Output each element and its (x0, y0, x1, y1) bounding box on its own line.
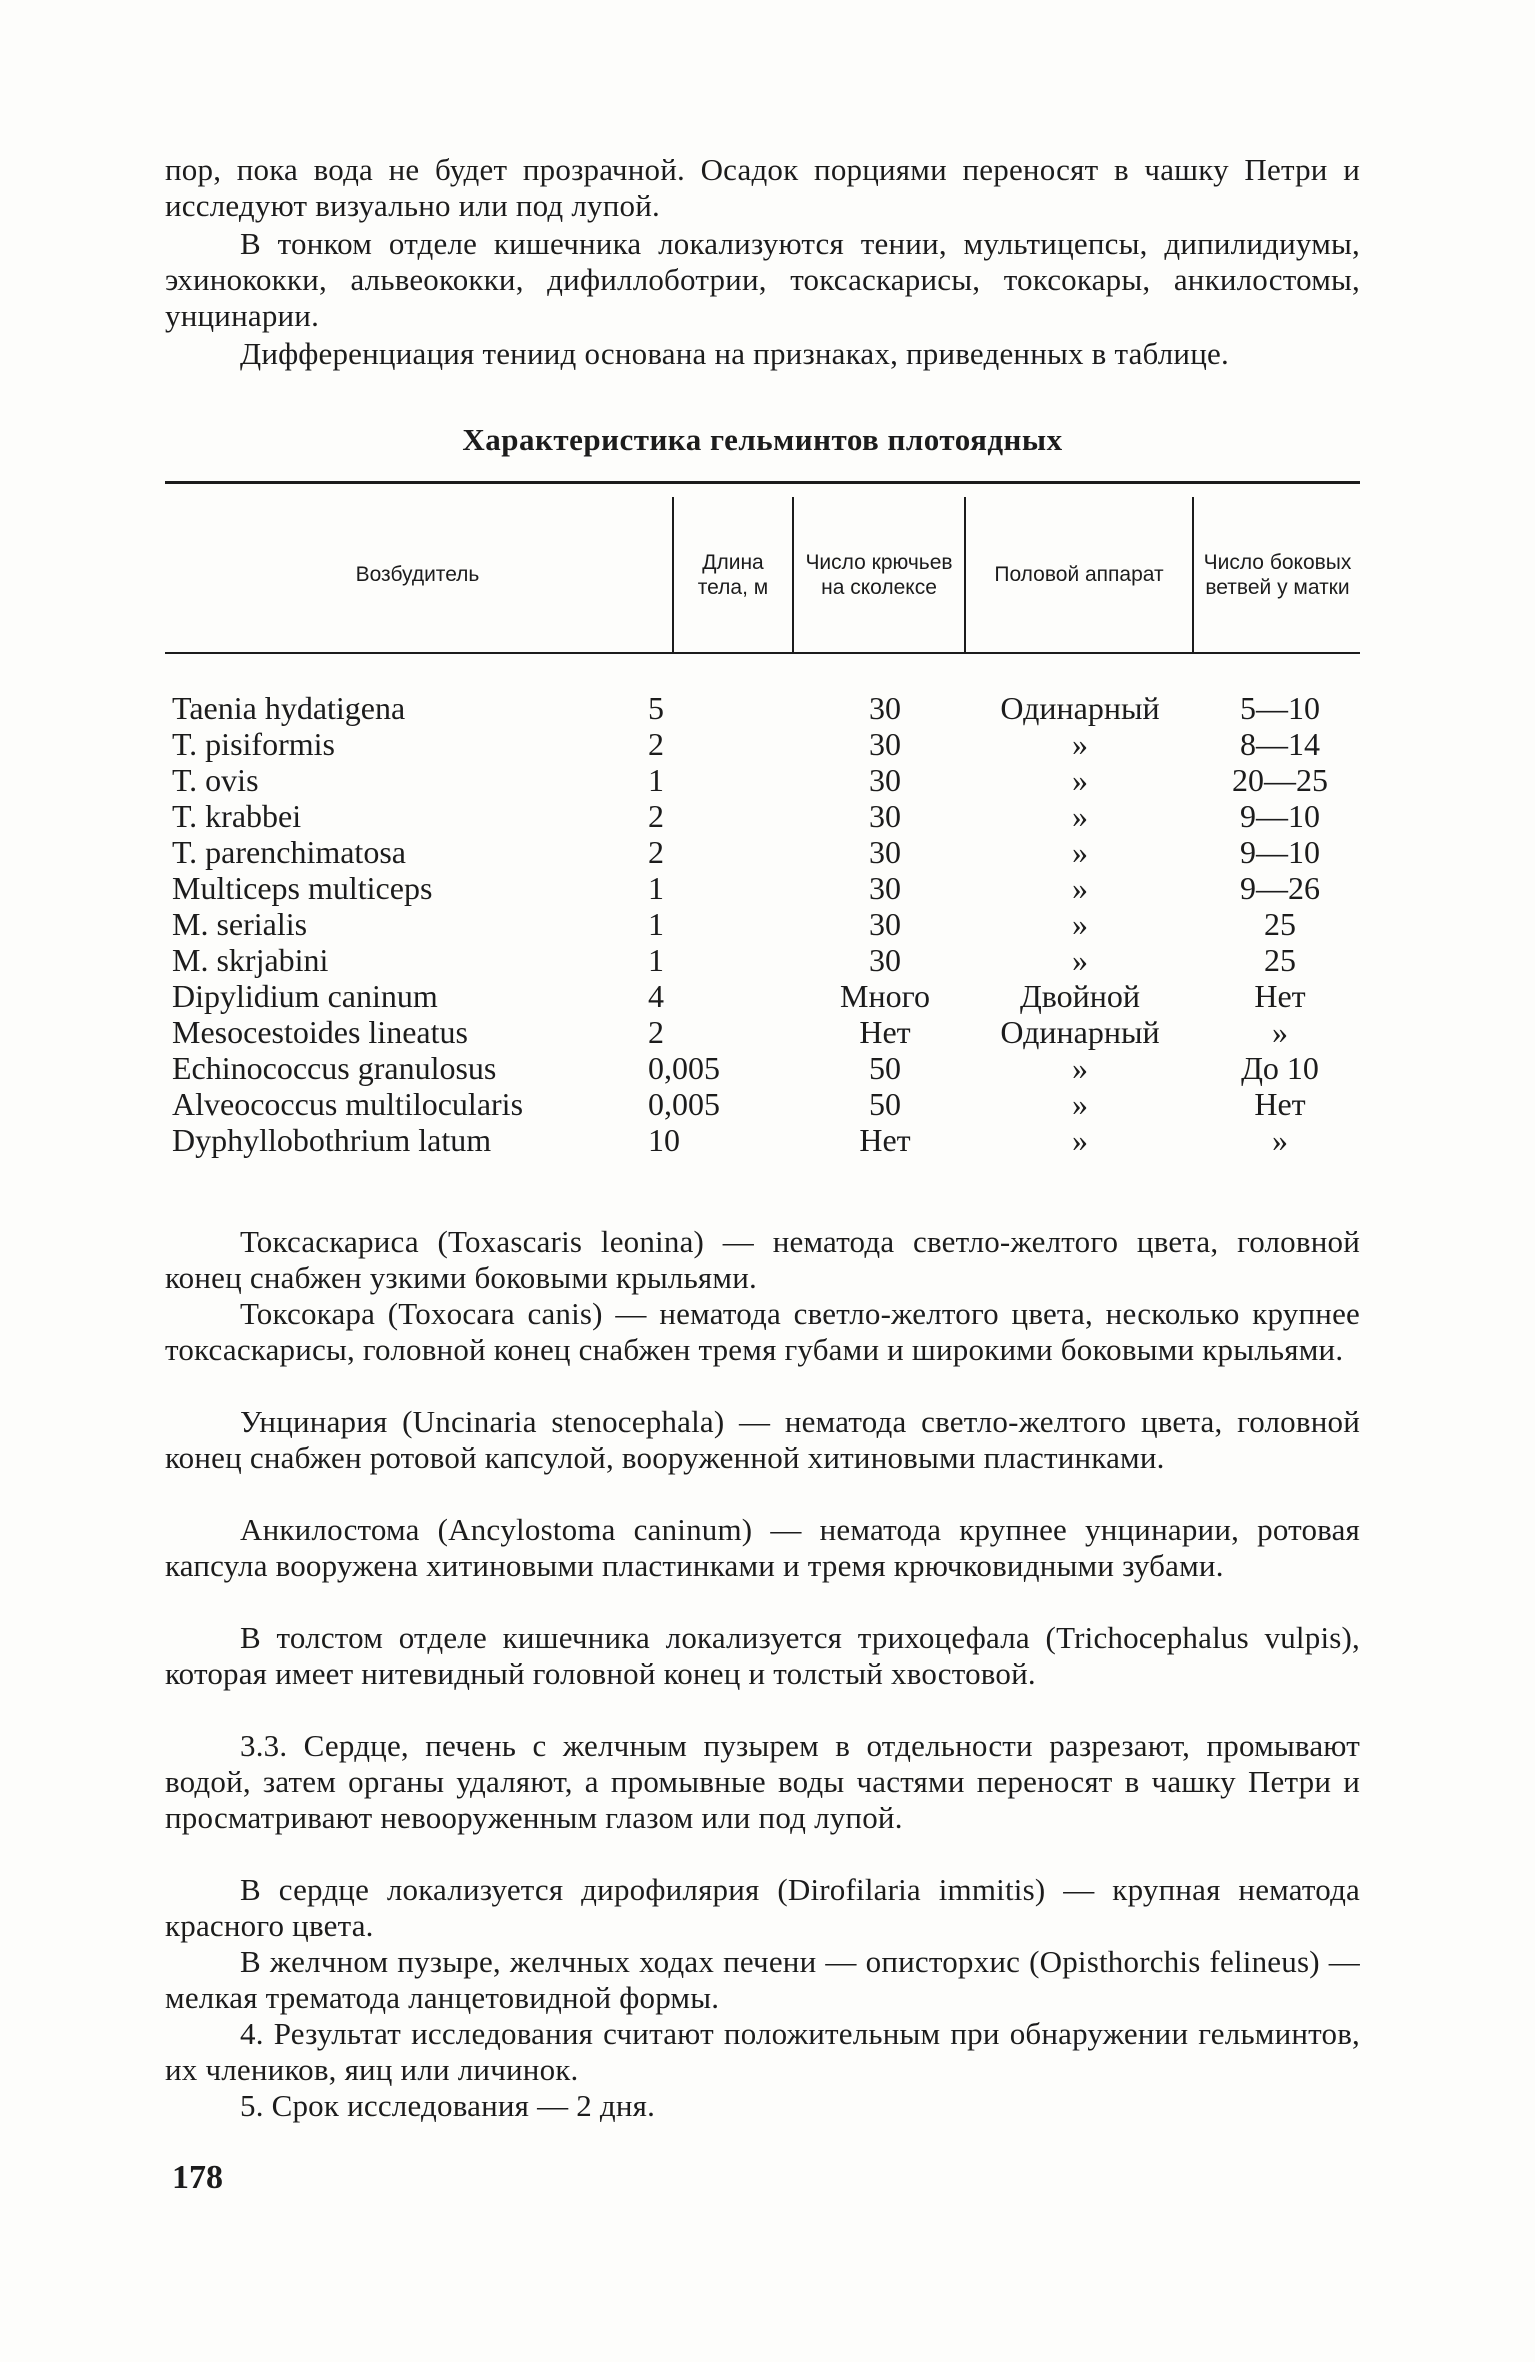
uterus-branches: » (1272, 1014, 1288, 1050)
body-length: 2 (648, 834, 664, 870)
genital-apparatus: Двойной (1019, 978, 1141, 1014)
pathogen-name: M. skrjabini (172, 942, 329, 978)
hook-count: 30 (869, 726, 901, 762)
genital-apparatus: Одинарный (1000, 690, 1160, 726)
genital-apparatus: » (1072, 906, 1088, 942)
body-length: 0,005 (648, 1050, 720, 1086)
genital-apparatus: » (1072, 834, 1088, 870)
body-length: 2 (648, 798, 664, 834)
body-paragraph-3: Унцинария (Uncinaria stenocephala) — нематода светло-желтого цвета, головной конец снабжен ротовой капсулой, вооруженной хитиновыми пластинками. (165, 1404, 1360, 1475)
genital-apparatus: » (1072, 1122, 1088, 1158)
header-divider (1192, 497, 1194, 652)
genital-apparatus: » (1072, 942, 1088, 978)
table-top-rule (165, 481, 1360, 484)
pathogen-name: T. pisiformis (172, 726, 335, 762)
body-paragraph-4: Анкилостома (Ancylostoma caninum) — нематода крупнее унцинарии, ротовая капсула вооружена хитиновыми пластинками и тремя крючковидными зубами. (165, 1512, 1360, 1583)
uterus-branches: До 10 (1241, 1050, 1319, 1086)
header-hooks: Число крючьев на сколексе (805, 550, 953, 599)
header-genital: Половой аппарат (994, 563, 1164, 586)
genital-apparatus: » (1072, 1086, 1088, 1122)
uterus-branches: 9—26 (1240, 870, 1320, 906)
body-length: 1 (648, 942, 664, 978)
hook-count: Нет (859, 1122, 911, 1158)
genital-apparatus: » (1072, 1050, 1088, 1086)
body-length: 1 (648, 906, 664, 942)
uterus-branches: 5—10 (1240, 690, 1320, 726)
pathogen-name: Dipylidium caninum (172, 978, 438, 1014)
genital-apparatus: Одинарный (1000, 1014, 1160, 1050)
header-length: Длина тела, м (697, 550, 769, 599)
uterus-branches: Нет (1254, 978, 1306, 1014)
uterus-branches: 9—10 (1240, 834, 1320, 870)
hook-count: Много (840, 978, 930, 1014)
body-paragraph-10: 5. Срок исследования — 2 дня. (240, 2088, 656, 2123)
body-paragraph-9: 4. Результат исследования считают положительным при обнаружении гельминтов, их члеников, яиц или личинок. (165, 2016, 1360, 2087)
hook-count: 30 (869, 834, 901, 870)
pathogen-name: Echinococcus granulosus (172, 1050, 497, 1086)
genital-apparatus: » (1072, 798, 1088, 834)
pathogen-name: M. serialis (172, 906, 308, 942)
header-divider (672, 497, 674, 652)
header-divider (792, 497, 794, 652)
hook-count: Нет (859, 1014, 911, 1050)
uterus-branches: 20—25 (1232, 762, 1328, 798)
body-paragraph-8: В желчном пузыре, желчных ходах печени — описторхис (Opisthorchis felineus) — мелкая трематода ланцетовидной формы. (165, 1944, 1360, 2015)
genital-apparatus: » (1072, 762, 1088, 798)
pathogen-name: T. parenchimatosa (172, 834, 406, 870)
header-divider (964, 497, 966, 652)
header-pathogen: Возбудитель (355, 563, 480, 586)
intro-paragraph-3: Дифференциация тениид основана на признаках, приведенных в таблице. (240, 336, 1229, 371)
header-branches: Число боковых ветвей у матки (1203, 550, 1352, 599)
genital-apparatus: » (1072, 726, 1088, 762)
genital-apparatus: » (1072, 870, 1088, 906)
intro-paragraph-1: пор, пока вода не будет прозрачной. Осадок порциями переносят в чашку Петри и исследуют визуально или под лупой. (165, 152, 1360, 223)
hook-count: 30 (869, 762, 901, 798)
body-length: 10 (648, 1122, 680, 1158)
uterus-branches: 25 (1264, 906, 1296, 942)
uterus-branches: 9—10 (1240, 798, 1320, 834)
uterus-branches: 25 (1264, 942, 1296, 978)
uterus-branches: » (1272, 1122, 1288, 1158)
hook-count: 50 (869, 1050, 901, 1086)
body-paragraph-5: В толстом отделе кишечника локализуется трихоцефала (Trichocephalus vulpis), которая имеет нитевидный головной конец и толстый хвостовой. (165, 1620, 1360, 1691)
uterus-branches: 8—14 (1240, 726, 1320, 762)
table-title: Характеристика гельминтов плотоядных (462, 422, 1063, 457)
hook-count: 50 (869, 1086, 901, 1122)
uterus-branches: Нет (1254, 1086, 1306, 1122)
body-length: 4 (648, 978, 664, 1014)
pathogen-name: Taenia hydatigena (172, 690, 406, 726)
table-header-rule (165, 652, 1360, 654)
hook-count: 30 (869, 798, 901, 834)
intro-paragraph-2: В тонком отделе кишечника локализуются тении, мультицепсы, дипилидиумы, эхинококки, альвеококки, дифиллоботрии, токсаскарисы, токсокары, анкилостомы, унцинарии. (165, 226, 1360, 333)
body-length: 5 (648, 690, 664, 726)
page-number: 178 (172, 2159, 223, 2196)
pathogen-name: Alveococcus multilocularis (172, 1086, 524, 1122)
hook-count: 30 (869, 906, 901, 942)
body-length: 0,005 (648, 1086, 720, 1122)
hook-count: 30 (869, 690, 901, 726)
body-length: 2 (648, 1014, 664, 1050)
hook-count: 30 (869, 870, 901, 906)
pathogen-name: Mesocestoides lineatus (172, 1014, 468, 1050)
body-paragraph-2: Токсокара (Toxocara canis) — нематода светло-желтого цвета, несколько крупнее токсаскарисы, головной конец снабжен тремя губами и широкими боковыми крыльями. (165, 1296, 1360, 1367)
pathogen-name: T. ovis (172, 762, 259, 798)
pathogen-name: T. krabbei (172, 798, 302, 834)
body-paragraph-1: Токсаскариса (Toxascaris leonina) — нематода светло-желтого цвета, головной конец снабжен узкими боковыми крыльями. (165, 1224, 1360, 1295)
body-length: 1 (648, 762, 664, 798)
pathogen-name: Dyphyllobothrium latum (172, 1122, 492, 1158)
pathogen-name: Multiceps multiceps (172, 870, 433, 906)
body-paragraph-6: 3.3. Сердце, печень с желчным пузырем в отдельности разрезают, промывают водой, затем органы удаляют, а промывные воды частями переносят в чашку Петри и просматривают невооруженным глазом или под лупой. (165, 1728, 1360, 1835)
body-paragraph-7: В сердце локализуется дирофилярия (Dirofilaria immitis) — крупная нематода красного цвета. (165, 1872, 1360, 1943)
body-length: 2 (648, 726, 664, 762)
body-length: 1 (648, 870, 664, 906)
hook-count: 30 (869, 942, 901, 978)
